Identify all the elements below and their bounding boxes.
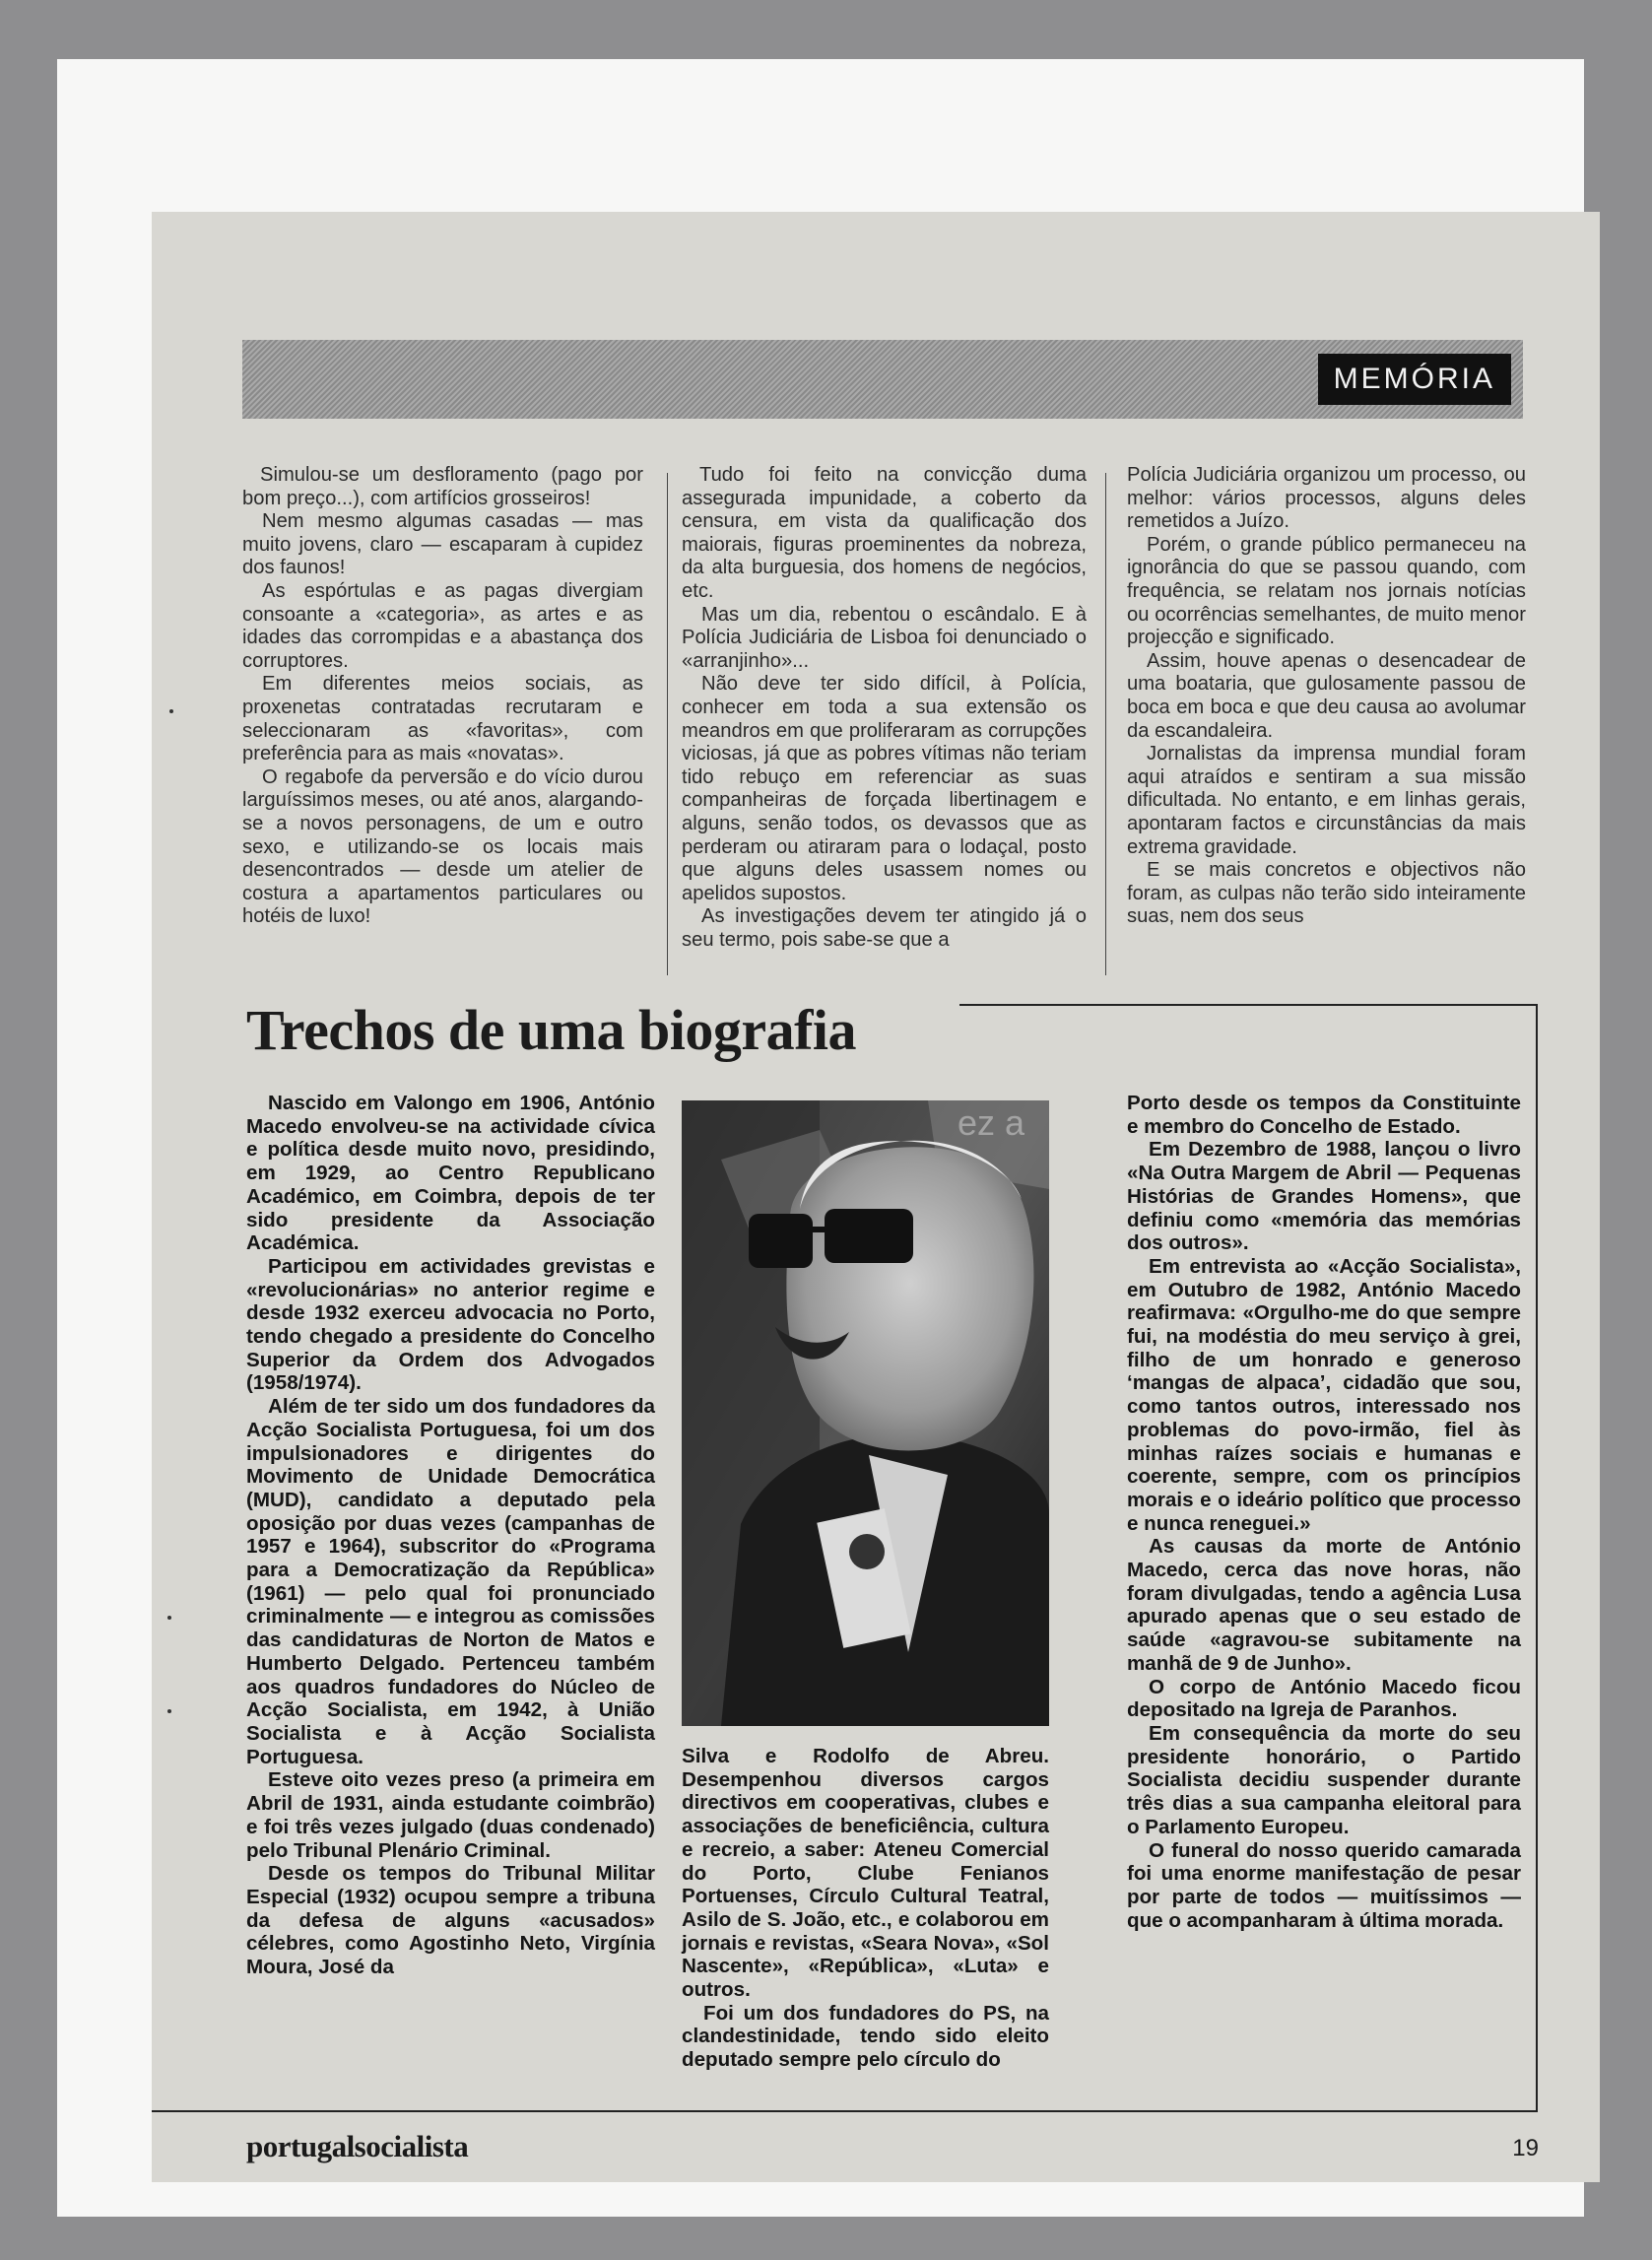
biography-headline: Trechos de uma biografia (246, 998, 857, 1062)
publication-logo: portugalsocialista (246, 2129, 469, 2163)
box-border-right (1536, 1004, 1538, 2112)
box-border-top (959, 1004, 1538, 1006)
biography-column-1 (246, 1092, 655, 1979)
paragraph: Esteve oito vezes preso (a primeira em Abril de 1931, ainda estudante coimbrão) e foi três vezes julgado (duas condenado) pelo Tribunal Plenário Criminal. (246, 1768, 655, 1862)
paragraph: Em entrevista ao «Acção Socialista», em Outubro de 1982, António Macedo reafirmava: «Orgulho-me do que sempre fui, na modéstia do meu serviço à grei, filho de um honrado e generoso ‘mangas de alpaca’, cidadão que sou, como tantos outros, interessado nos problemas do povo-irmão, fiel às minhas raízes sociais e humanas e coerente, sempre, com os princípios morais e o ideário político que processo e nunca reneguei.» (1127, 1254, 1521, 1535)
paragraph: Mas um dia, rebentou o escândalo. E à Polícia Judiciária de Lisboa foi denunciado o «arranjinho»... (682, 603, 1087, 672)
article-column-3 (1127, 464, 1526, 929)
paragraph: Não deve ter sido difícil, à Polícia, conhecer em toda a sua extensão os meandros em que proliferaram as corrupções viciosas, já que as pobres vítimas não teriam tido rebuço em referenciar as suas companheiras de forçada libertinagem e alguns, senão todos, os devassos que as perderam ou atiraram para o lodaçal, posto que alguns deles usassem nomes ou apelidos supostos. (682, 673, 1087, 904)
paragraph: Nascido em Valongo em 1906, António Macedo envolveu-se na actividade cívica e política desde muito novo, presidindo, em 1929, ao Centro Republicano Académico, em Coimbra, depois de ter sido presidente da Associação Académica. (246, 1092, 655, 1255)
paragraph: E se mais concretos e objectivos não foram, as culpas não terão sido inteiramente suas, nem dos seus (1127, 859, 1526, 928)
paragraph: Foi um dos fundadores do PS, na clandestinidade, tendo sido eleito deputado sempre pelo círculo do (682, 2001, 1049, 2072)
scan-speck (167, 1709, 171, 1713)
paper-sheet (57, 59, 1584, 2217)
biography-column-2 (682, 1745, 1049, 2072)
portrait-photo (682, 1100, 1049, 1726)
paragraph: Participou em actividades grevistas e «revolucionárias» no anterior regime e desde 1932 exerceu advocacia no Porto, tendo chegado a presidente do Concelho Superior da Ordem dos Advogados (1958/1974). (246, 1254, 655, 1395)
scan-speck (167, 1616, 171, 1620)
scan-speck (169, 709, 173, 713)
section-banner (242, 340, 1523, 419)
paragraph: Polícia Judiciária organizou um processo, ou melhor: vários processos, alguns deles remetidos a Juízo. (1127, 464, 1526, 533)
paragraph: Porém, o grande público permaneceu na ignorância do que se passou quando, com frequência, se relatam nos jornais notícias ou ocorrências semelhantes, de muito menor projecção e significado. (1127, 533, 1526, 649)
section-label: MEMÓRIA (1318, 354, 1511, 405)
paragraph: As espórtulas e as pagas divergiam consoante a «categoria», as artes e as idades das corrompidas e a abastança dos corruptores. (242, 579, 643, 672)
paragraph: Silva e Rodolfo de Abreu. Desempenhou diversos cargos directivos em cooperativas, clubes e associações de beneficiência, cultura e recreio, a saber: Ateneu Comercial do Porto, Clube Fenianos Portuenses, Círculo Cultural Teatral, Asilo de S. João, etc., e colaborou em jornais e revistas, «Seara Nova», «Sol Nascente», «República», «Luta» e outros. (682, 1745, 1049, 2002)
paragraph: As investigações devem ter atingido já o seu termo, pois sabe-se que a (682, 905, 1087, 951)
paragraph: As causas da morte de António Macedo, cerca das nove horas, não foram divulgadas, tendo a agência Lusa apurado apenas que o seu estado de saúde «agravou-se subitamente na manhã de 9 de Junho». (1127, 1535, 1521, 1675)
page-number: 19 (1512, 2135, 1539, 2161)
paragraph: Além de ter sido um dos fundadores da Acção Socialista Portuguesa, foi um dos impulsionadores e dirigentes do Movimento de Unidade Democrática (MUD), candidato a deputado pela oposição por duas vezes (campanhas de 1957 e 1964), subscritor do «Programa para a Democratização da República» (1961) — pelo qual foi pronunciado criminalmente — e integrou as comissões das candidaturas de Norton de Matos e Humberto Delgado. Pertenceu também aos quadros fundadores do Núcleo de Acção Socialista, em 1942, à União Socialista e à Acção Socialista Portuguesa. (246, 1395, 655, 1768)
paragraph: Porto desde os tempos da Constituinte e membro do Concelho de Estado. (1127, 1092, 1521, 1138)
article-column-1 (242, 464, 643, 929)
column-divider (667, 473, 668, 975)
article-column-2 (682, 464, 1087, 952)
paragraph: O regabofe da perversão e do vício durou larguíssimos meses, ou até anos, alargando-se a novos personagens, de um e outro sexo, e utilizando-se os locais mais desencontrados — desde um atelier de costura a apartamentos particulares ou hotéis de luxo! (242, 765, 643, 928)
paragraph: Jornalistas da imprensa mundial foram aqui atraídos e sentiram a sua missão dificultada. No entanto, e em linhas gerais, apontaram factos e circunstâncias da mais extrema gravidade. (1127, 743, 1526, 858)
paragraph: Assim, houve apenas o desencadear de uma boataria, que gulosamente passou de boca em boca e que deu causa ao avolumar da escandaleira. (1127, 649, 1526, 742)
column-divider (1105, 473, 1106, 975)
paragraph: Em consequência da morte do seu presidente honorário, o Partido Socialista decidiu suspender durante três dias a sua campanha eleitoral para o Parlamento Europeu. (1127, 1721, 1521, 1838)
newspaper-clipping (152, 212, 1600, 2182)
portrait-photo-drawing (682, 1100, 1049, 1726)
svg-text:ez a: ez a (958, 1102, 1025, 1143)
biography-column-3 (1127, 1092, 1521, 1932)
paragraph: Desde os tempos do Tribunal Militar Especial (1932) ocupou sempre a tribuna da defesa de alguns «acusados» célebres, como Agostinho Neto, Virgínia Moura, José da (246, 1862, 655, 1979)
paragraph: Simulou-se um desfloramento (pago por bom preço...), com artifícios grosseiros! (242, 464, 643, 509)
paragraph: Tudo foi feito na convicção duma assegurada impunidade, a coberto da censura, em vista da qualificação dos maiorais, figuras proeminentes da nobreza, da alta burguesia, dos homens de negócios, etc. (682, 464, 1087, 602)
paragraph: O corpo de António Macedo ficou depositado na Igreja de Paranhos. (1127, 1675, 1521, 1722)
paragraph: Em diferentes meios sociais, as proxenetas contratadas recrutaram e seleccionaram as «favoritas», com preferência para as mais «novatas». (242, 673, 643, 765)
box-border-bottom (152, 2110, 1538, 2112)
paragraph: Em Dezembro de 1988, lançou o livro «Na Outra Margem de Abril — Pequenas Histórias de Grandes Homens», que definiu como «memória das memórias dos outros». (1127, 1138, 1521, 1255)
paragraph: Nem mesmo algumas casadas — mas muito jovens, claro — escaparam à cupidez dos faunos! (242, 510, 643, 579)
paragraph: O funeral do nosso querido camarada foi uma enorme manifestação de pesar por parte de todos — muitíssimos — que o acompanharam à última morada. (1127, 1838, 1521, 1932)
